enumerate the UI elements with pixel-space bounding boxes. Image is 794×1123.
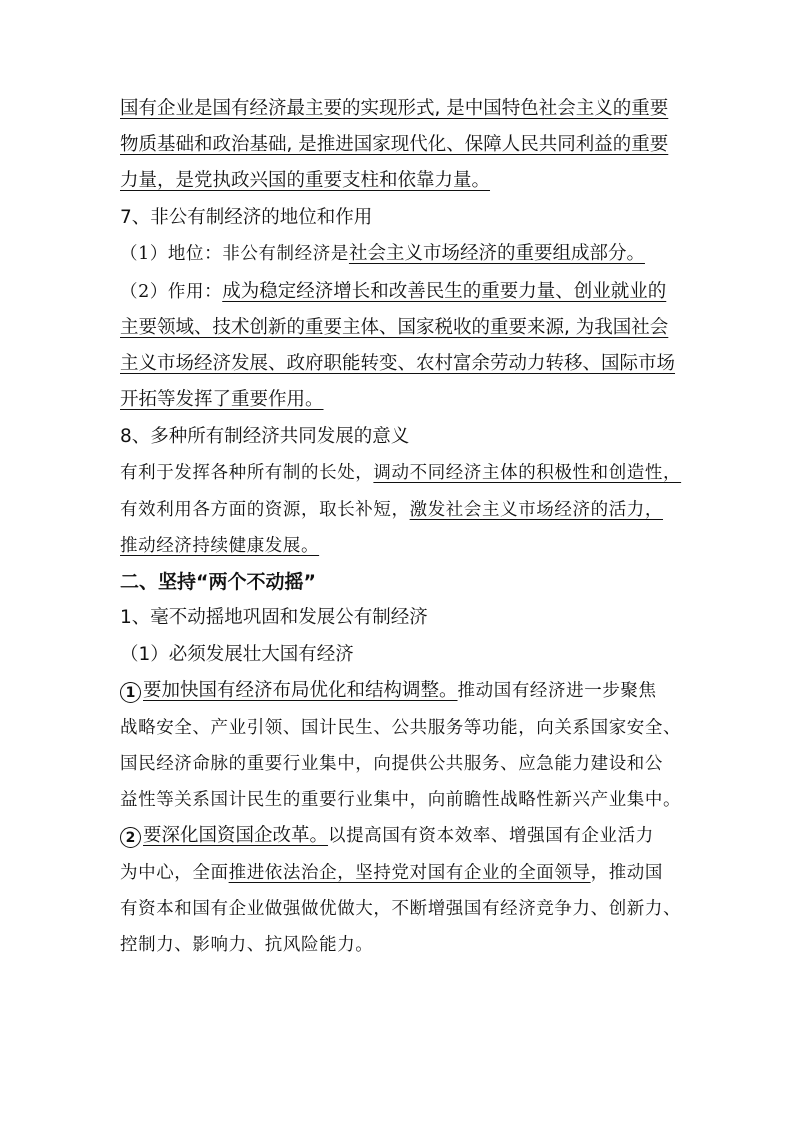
text-line (120, 752, 663, 776)
plain-text: （1）地位：非公有制经济是 (120, 244, 349, 264)
text-line (120, 242, 645, 266)
underlined-text: 激发社会主义市场经济的活力， (409, 500, 664, 520)
underlined-text: 开拓等发挥了重要作用。 (120, 389, 324, 410)
underlined-text: 主义市场经济发展、政府职能转变、农村富余劳动力转移、国际市场 (120, 353, 676, 374)
plain-text: 有资本和国有企业做强做优做大，不断增强国有经济竞争力、创新力、 (120, 899, 682, 919)
text-line (120, 716, 681, 740)
text-line (120, 498, 663, 522)
underlined-text: 物质基础和政治基础 (120, 134, 287, 155)
underlined-text: , 为我国社会 (564, 317, 669, 338)
underlined-text: 力量，是党执政兴国的重要支柱和依靠力量。 (120, 170, 491, 191)
plain-text: 战略安全、产业引领、国计民生、公共服务等功能，向关系国家安全、 (120, 718, 682, 738)
point-title: 要深化国资国企改革。 (143, 825, 329, 846)
text-line (120, 169, 490, 193)
plain-text: 为中心，全面 (120, 863, 229, 883)
circled-number: 1 (120, 682, 141, 703)
plain-text: 有利于发挥各种所有制的长处， (120, 463, 374, 483)
plain-text: 控制力、影响力、抗风险能力。 (120, 935, 374, 955)
text-line (120, 679, 657, 703)
underlined-text (120, 680, 458, 701)
heading-text: 1、毫不动摇地巩固和发展公有制经济 (120, 607, 428, 628)
heading-text: （1）必须发展壮大国有经济 (120, 644, 354, 665)
underlined-text: 主要领域、技术创新的重要主体、国家税收的重要来源 (120, 317, 565, 338)
heading-text: 二、坚持“两个不动摇” (120, 571, 316, 593)
subsection-heading (120, 643, 354, 667)
text-line (120, 316, 668, 340)
underlined-text: 国有企业是国有经济最主要的实现形式 (120, 98, 435, 119)
text-line (120, 897, 681, 921)
text-line (120, 534, 319, 558)
section-heading (120, 606, 428, 630)
underlined-text: 调动不同经济主体的积极性和创造性， (373, 463, 682, 483)
point-title: 要加快国有经济布局优化和结构调整。 (143, 680, 458, 701)
text-line (120, 133, 668, 157)
plain-text: 益性等关系国计民生的重要行业集中，向前瞻性战略性新兴产业集中。 (120, 790, 682, 810)
underlined-text: , 是推进国家现代化、保障人民共同利益的重要 (286, 134, 669, 155)
text-line (120, 461, 681, 485)
text-line (120, 388, 324, 412)
heading-text: 8、多种所有制经济共同发展的意义 (120, 426, 410, 447)
section-heading (120, 206, 372, 230)
underlined-text: 推动经济持续健康发展。 (120, 536, 320, 556)
heading-text: 7、非公有制经济的地位和作用 (120, 207, 373, 228)
plain-text: 以提高国有资本效率、增强国有企业活力 (328, 826, 654, 846)
plain-text: ，推动国 (590, 863, 664, 883)
text-line (120, 97, 668, 121)
underlined-text: , 是中国特色社会主义的重要 (434, 98, 669, 119)
text-line (120, 824, 654, 848)
text-line (120, 933, 373, 957)
plain-text: （2）作用： (120, 282, 223, 302)
underlined-text: 成为稳定经济增长和改善民生的重要力量、创业就业的 (222, 281, 667, 302)
plain-text: 国民经济命脉的重要行业集中，向提供公共服务、应急能力建设和公 (120, 754, 663, 774)
text-line (120, 788, 681, 812)
underlined-text: 推进依法治企，坚持党对国有企业的全面领导 (228, 863, 591, 883)
circled-number: 2 (120, 827, 141, 848)
underlined-text: 社会主义市场经济的重要组成部分。 (348, 243, 645, 264)
plain-text: 推动国有经济进一步聚焦 (457, 681, 657, 701)
text-line (120, 861, 663, 885)
plain-text: 有效利用各方面的资源，取长补短， (120, 500, 410, 520)
chapter-heading (120, 570, 316, 594)
text-line (120, 352, 675, 376)
underlined-text (120, 825, 328, 846)
text-line (120, 280, 666, 304)
section-heading (120, 425, 409, 449)
